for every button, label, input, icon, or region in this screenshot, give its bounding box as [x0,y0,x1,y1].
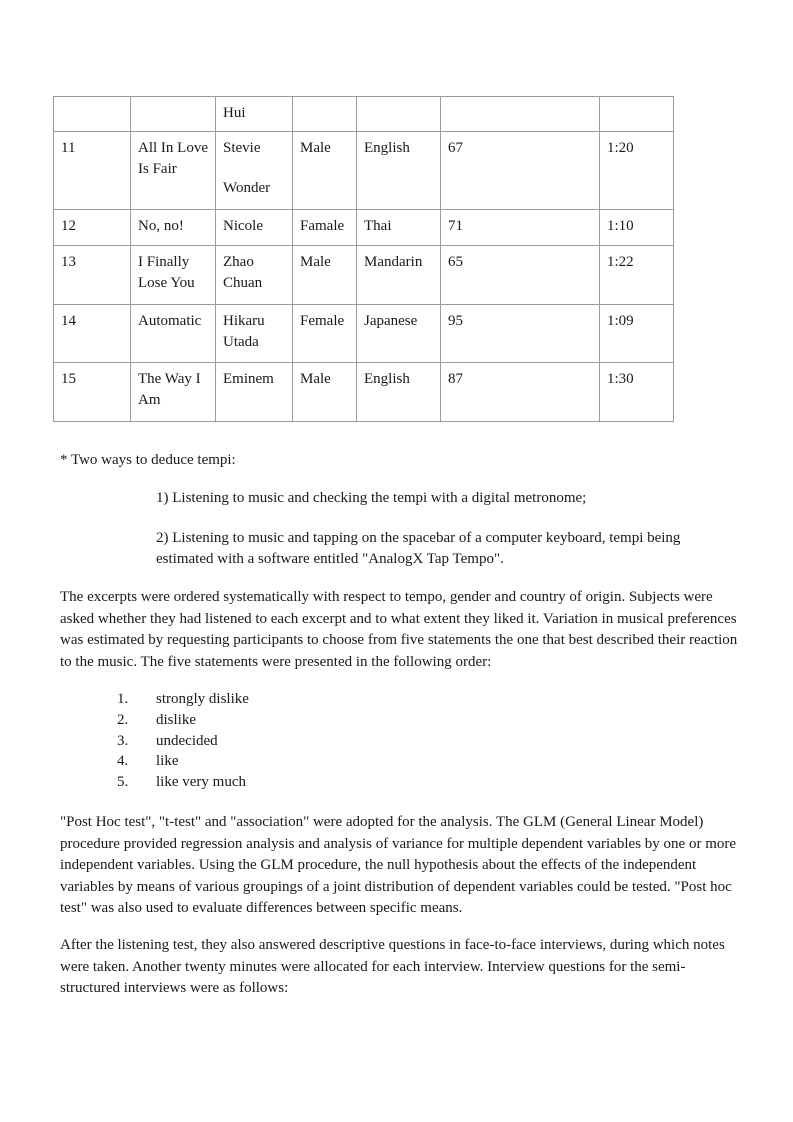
table-cell: The Way I Am [131,363,216,422]
artist-second-line: Wonder [223,180,271,196]
table-cell: 12 [54,210,131,246]
table-cell [441,97,600,132]
table-cell: Eminem [216,363,293,422]
list-item [117,731,249,752]
table-cell: Japanese [357,305,441,363]
tempo-method-2: 2) Listening to music and tapping on the spacebar of a computer keyboard, tempi being estimated with a software entitled "AnalogX Tap Tempo". [156,530,681,567]
table-cell: 1:09 [600,305,674,363]
table-cell: Thai [357,210,441,246]
table-cell: English [357,363,441,422]
list-number: 4. [117,753,129,770]
table-cell: Male [293,132,357,210]
table-cell [131,97,216,132]
table-cell: Famale [293,210,357,246]
tempi-note: * Two ways to deduce tempi: [60,452,236,468]
table-cell: Automatic [131,305,216,363]
table-row [54,210,674,246]
table-cell: Hui [216,97,293,132]
table-cell: Hikaru Utada [216,305,293,363]
table-cell: 67 [441,132,600,210]
table-cell: 13 [54,246,131,305]
table-cell [293,97,357,132]
list-label: strongly dislike [156,691,249,707]
table-cell: Male [293,246,357,305]
table-cell [600,97,674,132]
list-item [117,751,249,772]
table-row [54,363,674,422]
tempo-method-1: 1) Listening to music and checking the tempi with a digital metronome; [156,490,587,506]
list-item [117,772,249,793]
list-number: 1. [117,691,129,707]
table-cell [54,97,131,132]
table-cell: 1:20 [600,132,674,210]
artist-first-line: Stevie [223,140,261,156]
table-cell: I Finally Lose You [131,246,216,305]
table-cell: All In Love Is Fair [131,132,216,210]
procedure-paragraph: The excerpts were ordered systematically with respect to tempo, gender and country of origin. Subjects were asked whether they had listened to each excerpt and to what extent they liked it. Variation in musical preferences was estimated by requesting participants to choose from five statements the one that best described their reaction to the music. The five statements were presented in the following order: [60,589,738,670]
table-cell: 65 [441,246,600,305]
list-item [117,710,249,731]
analysis-paragraph: "Post Hoc test", "t-test" and "association" were adopted for the analysis. The GLM (General Linear Model) procedure provided regression analysis and analysis of variance for multiple dependent variables by one or more independent variables. Using the GLM procedure, the null hypothesis about the effects of the independent variables by means of various groupings of a joint distribution of dependent variables could be tested. "Post hoc test" was also used to evaluate differences between specific means. [60,814,737,916]
table-cell: 1:30 [600,363,674,422]
table-cell: Female [293,305,357,363]
interview-paragraph: After the listening test, they also answered descriptive questions in face-to-face interviews, during which notes were taken. Another twenty minutes were allocated for each interview. Interview questions for the semi-structured interviews were as follows: [60,937,725,996]
table-row [54,97,674,132]
table-cell: Mandarin [357,246,441,305]
table-cell: 1:22 [600,246,674,305]
table-row [54,305,674,363]
table-cell: No, no! [131,210,216,246]
list-number: 3. [117,732,129,749]
table-cell: 15 [54,363,131,422]
table-cell [216,132,293,210]
table-cell: 95 [441,305,600,363]
songs-table [53,96,674,422]
table-cell: 87 [441,363,600,422]
list-number: 2. [117,711,129,728]
table-cell: 71 [441,210,600,246]
list-label: like [156,753,179,770]
list-label: like very much [156,774,246,791]
list-number: 5. [117,774,129,791]
table-cell: 11 [54,132,131,210]
table-cell: 1:10 [600,210,674,246]
list-label: dislike [156,711,196,728]
table-cell: English [357,132,441,210]
table-cell: Nicole [216,210,293,246]
table-row [54,132,674,210]
list-label: undecided [156,732,218,749]
rating-scale-list [117,689,249,793]
table-cell: Zhao Chuan [216,246,293,305]
table-cell: Male [293,363,357,422]
table-cell [357,97,441,132]
table-cell: 14 [54,305,131,363]
list-item [117,689,249,710]
table-row [54,246,674,305]
